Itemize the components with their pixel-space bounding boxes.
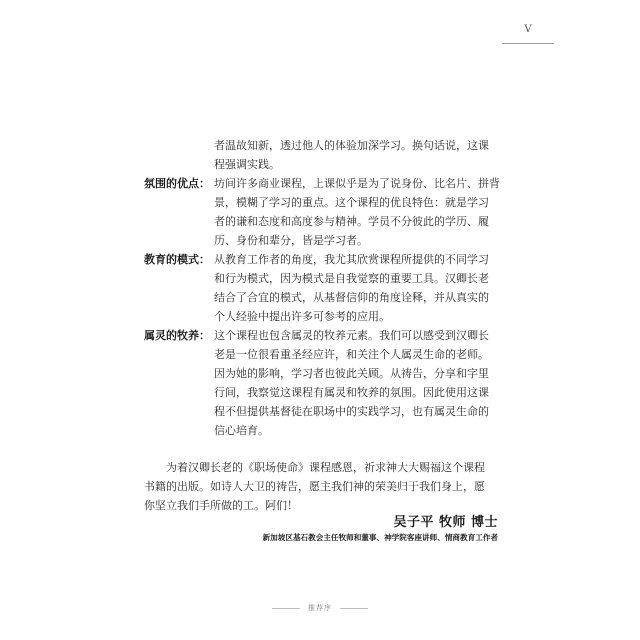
continuation-block <box>144 136 500 174</box>
text-line: 老是一位很看重圣经应许，和关注个人属灵生命的老师。 <box>214 348 489 361</box>
text-line: 景，模糊了学习的重点。这个课程的优良特色：就是学习 <box>214 196 489 209</box>
text-line: 结合了合宜的模式，从基督信仰的角度诠释，并从真实的 <box>214 291 489 304</box>
text-line: 从教育工作者的角度，我尤其欣赏课程所提供的不同学习 <box>214 253 489 266</box>
page-header <box>502 24 554 44</box>
section-label: 属灵的牧养： <box>144 329 210 342</box>
text-line: 为着汉卿长老的《职场使命》课程感恩，祈求神大大赐福这个课程 <box>166 461 485 474</box>
text-line: 者的谦和态度和高度参与精神。学员不分彼此的学历、履 <box>214 215 489 228</box>
text-line: 坊间许多商业课程，上课似乎是为了说身份、比名片、拼背 <box>214 177 500 190</box>
text-line: 程不但提供基督徒在职场中的实践学习，也有属灵生命的 <box>214 405 489 418</box>
text-line: 程强调实践。 <box>214 158 280 171</box>
text-line: 个人经验中提出许多可参考的应用。 <box>214 310 390 323</box>
footer-section-label: 推荐序 <box>308 604 332 612</box>
author-affiliation: 新加坡区基石教会主任牧师和董事、神学院客座讲师、情商教育工作者 <box>262 533 498 542</box>
author-signature: 吴子平 牧师 博士 <box>393 515 498 530</box>
footer-divider-right <box>340 608 368 609</box>
page-number: V <box>524 24 532 35</box>
text-line: 信心培育。 <box>214 424 269 437</box>
section-label: 教育的模式： <box>144 253 210 266</box>
section-spiritual-care <box>144 326 500 440</box>
text-line: 历、身份和辈分，皆是学习者。 <box>214 234 368 247</box>
section-education-model <box>144 250 500 326</box>
section-atmosphere <box>144 174 500 250</box>
body-text <box>144 136 500 515</box>
text-line: 这个课程也包含属灵的牧养元素。我们可以感受到汉卿长 <box>214 329 489 342</box>
page-footer <box>0 603 640 613</box>
text-line: 你坚立我们手所做的工。阿们！ <box>144 499 298 512</box>
text-line: 因为她的影响，学习者也彼此关顾。从祷告，分享和字里 <box>214 367 489 380</box>
text-line: 者温故知新，透过他人的体验加深学习。换句话说，这课 <box>214 139 489 152</box>
text-line: 书籍的出版。如诗人大卫的祷告，愿主我们神的荣美归于我们身上，愿 <box>144 480 485 493</box>
header-divider <box>502 43 554 44</box>
text-line: 和行为模式，因为模式是自我觉察的重要工具。汉卿长老 <box>214 272 489 285</box>
text-line: 行间，我察觉这课程有属灵和牧养的氛围。因此使用这课 <box>214 386 489 399</box>
section-label: 氛围的优点： <box>144 177 210 190</box>
footer-divider-left <box>272 608 300 609</box>
closing-paragraph <box>144 458 500 515</box>
